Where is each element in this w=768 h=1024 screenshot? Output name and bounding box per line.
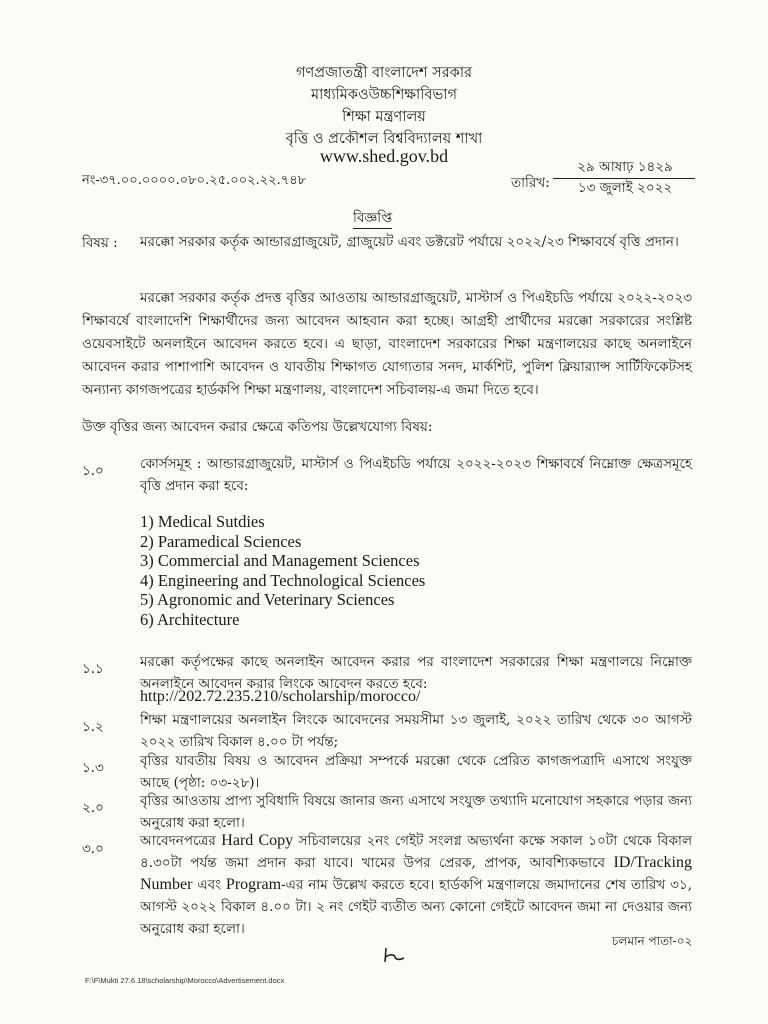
- date-bangla: ২৯ আষাঢ় ১৪২৯: [577, 159, 673, 175]
- notice-title: বিজ্ঞপ্তি: [353, 212, 392, 229]
- item-number: ১.১: [82, 661, 104, 677]
- item-text: মরক্কো কর্তৃপক্ষের কাছে অনলাইন আবেদন করার পর বাংলাদেশ সরকারের শিক্ষা মন্ত্রণালয়ে নিম্নোক্ত অনলাইনে আবেদন করার লিংকে আবেদন করতে হবে:: [140, 654, 692, 692]
- program-term: Program: [225, 876, 282, 893]
- date-label: তারিখ:: [511, 175, 550, 191]
- item-text: কোর্সসমূহ : আন্ডারগ্রাজুয়েট, মাস্টার্স ও পিএইচডি পর্যায়ে ২০২২-২০২৩ শিক্ষাবর্ষে নিম্নোক্ত ক্ষেত্রসমূহে বৃত্তি প্রদান করা হবে:: [140, 456, 692, 494]
- list-item: 3) Commercial and Management Sciences: [140, 551, 420, 571]
- points-heading: উক্ত বৃত্তির জন্য আবেদন করার ক্ষেত্রে কতিপয় উল্লেখযোগ্য বিষয়:: [82, 419, 433, 435]
- website: www.shed.gov.bd: [319, 146, 449, 166]
- application-link[interactable]: http://202.72.235.210/scholarship/morocco/: [140, 688, 421, 705]
- date-divider: [553, 178, 695, 179]
- govt-title: গণপ্রজাতন্ত্রী বাংলাদেশ সরকার: [295, 65, 472, 81]
- list-item: 4) Engineering and Technological Sciences: [140, 570, 426, 590]
- item-number: ১.৩: [82, 760, 104, 776]
- continued-note: চলমান পাতা-০২: [612, 934, 693, 948]
- item-number: ২.০: [82, 800, 104, 816]
- item-text: বৃত্তির যাবতীয় বিষয় ও আবেদন প্রক্রিয়া সম্পর্কে মরক্কো থেকে প্রেরিত কাগজপত্রাদি এসাথে সংযুক্ত আছে (পৃষ্ঠা: ০৩-২৮)।: [140, 753, 692, 791]
- item-text: শিক্ষা মন্ত্রণালয়ের অনলাইন লিংকে আবেদনের সময়সীমা ১৩ জুলাই, ২০২২ তারিখ থেকে ৩০ আগস্ট ২০২২ তারিখ বিকাল ৪.০০ টা পর্যন্ত;: [140, 712, 692, 750]
- branch-name: বৃত্তি ও প্রকৌশল বিশ্ববিদ্যালয় শাখা: [285, 131, 483, 147]
- item-number: ৩.০: [82, 841, 104, 857]
- list-item: 6) Architecture: [140, 609, 240, 629]
- subject-text: মরক্কো সরকার কর্তৃক আন্ডারগ্রাজুয়েট, গ্রাজুয়েট এবং ডক্টরেট পর্যায়ে ২০২২/২৩ শিক্ষাবর্ষে বৃত্তি প্রদান।: [140, 234, 679, 250]
- course-list: [140, 512, 425, 630]
- tracking-term: ID/Tracking Number: [140, 854, 692, 893]
- list-item: 2) Paramedical Sciences: [140, 531, 302, 551]
- item-text: আবেদনপত্রের Hard Copy সচিবালয়ের ২নং গেইট সংলগ্ন অভ্যর্থনা কক্ষে সকাল ১০টা থেকে বিকাল ৪.৩০টা পর্যন্ত জমা প্রদান করা যাবে। খামের উপর প্রেরক, প্রাপক, আবশ্যিকভাবে ID/Tracking Number এবং Program-এর নাম উল্লেখ করতে হবে। হার্ডকপি মন্ত্রণালয়ে জমাদানের শেষ তারিখ ৩১, আগস্ট ২০২২ বিকাল ৪.০০ টা। ২ নং গেইট ব্যতীত অন্য কোনো গেইটে আবেদন জমা না দেওয়ার জন্য অনুরোধ করা হলো।: [140, 832, 693, 937]
- memo-number: নং-৩৭.০০.০০০০.০৮০.২৫.০০২.২২.৭৪৮: [82, 173, 307, 188]
- ministry-name: শিক্ষা মন্ত্রণালয়: [342, 109, 426, 125]
- initial-mark: [378, 944, 408, 966]
- hard-copy-term: Hard Copy: [221, 832, 294, 849]
- list-item: 1) Medical Sutdies: [140, 512, 265, 531]
- division-name: মাধ্যমিকওউচ্চশিক্ষাবিভাগ: [311, 87, 457, 103]
- item-number: ১.০: [82, 463, 104, 479]
- intro-paragraph: মরক্কো সরকার কর্তৃক প্রদত্ত বৃত্তির আওতায় আন্ডারগ্রাজুয়েট, মাস্টার্স ও পিএইচডি পর্যায়ে ২০২২-২০২৩ শিক্ষাবর্ষে বাংলাদেশি শিক্ষার্থীদের জন্য আবেদন আহবান করা হচ্ছে। আগ্রহী প্রার্থীদের মরক্কো সরকারের সংশ্লিষ্ট ওয়েবসাইটে অনলাইনে আবেদন করতে হবে। এ ছাড়া, বাংলাদেশ সরকারের শিক্ষা মন্ত্রণালয়ের কাছে অনলাইনে আবেদন করার পাশাপাশি আবেদন ও যাবতীয় শিক্ষাগত যোগ্যতার সনদ, মার্কশিট, পুলিশ ক্লিয়ার‍্যান্স সার্টিফিকেটসহ অন্যান্য কাগজপত্রের হার্ডকপি শিক্ষা মন্ত্রণালয়, বাংলাদেশ সচিবালয়-এ জমা দিতে হবে।: [82, 290, 692, 398]
- item-number: ১.২: [82, 719, 104, 735]
- subject-label: বিষয় :: [82, 235, 118, 251]
- list-item: 5) Agronomic and Veterinary Sciences: [140, 590, 395, 610]
- date-english: ১৩ জুলাই ২০২২: [577, 180, 673, 196]
- file-path: F:\F\Mukti 27.6.18\scholarship\Morocco\Advertisement.docx: [85, 976, 285, 985]
- item-text: বৃত্তির আওতায় প্রাপ্য সুবিধাদি বিষয়ে জানার জন্য এসাথে সংযুক্ত তথ্যাদি মনোযোগ সহকারে পড়ার জন্য অনুরোধ করা হলো।: [140, 793, 692, 831]
